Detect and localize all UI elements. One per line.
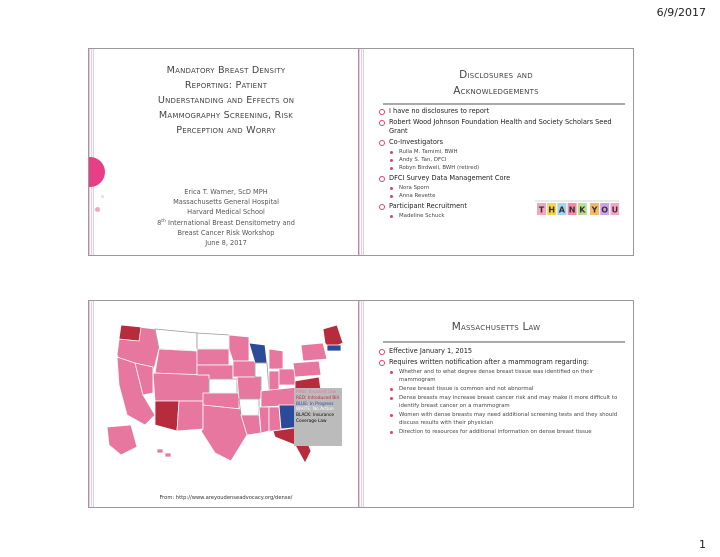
state-kansas: [209, 379, 237, 393]
sub-item: Women with dense breasts may need additional screening tests and they should discuss results with their physician: [379, 411, 627, 427]
state-south-dakota: [197, 349, 229, 365]
title-line: Mammography Screening, Risk: [158, 110, 294, 121]
state-wisconsin: [249, 343, 267, 363]
state-utah-colorado: [153, 373, 209, 401]
author-block: [89, 187, 363, 248]
ordinal-suffix: th: [161, 219, 166, 224]
title-line: Acknowledgements: [453, 85, 539, 97]
slide-title: [88, 48, 364, 256]
workshop-name: International Breast Densitometry and: [168, 219, 295, 228]
state-massachusetts: [327, 345, 341, 351]
title-line: Reporting: Patient: [184, 80, 268, 91]
title-rule: [383, 103, 625, 105]
legend-pink: PINK: Enacted Law: [296, 390, 337, 395]
title-rule: [383, 341, 625, 343]
page-number: 1: [699, 538, 706, 551]
state-montana: [155, 329, 197, 351]
sub-item: Anna Revette: [379, 192, 627, 200]
thank-you-letter: U: [611, 205, 619, 215]
legend-white: WHITE: No Action: [296, 407, 334, 413]
list-item: Co-Investigators: [379, 138, 627, 147]
sub-item: Whether and to what degree dense breast tissue was identified on their mammogram: [379, 368, 627, 384]
state-mississippi: [259, 407, 269, 433]
ordinal: 8: [157, 219, 162, 228]
slide2-title: [359, 67, 633, 99]
page-date: 6/9/2017: [656, 6, 706, 19]
title-line: Disclosures and: [459, 69, 533, 81]
slide-stripe: [89, 301, 95, 507]
list-item: Participant Recruitment: [379, 202, 627, 211]
map-source: From: http://www.areyoudenseadvocacy.org/dense/: [159, 495, 293, 501]
law-list: [379, 347, 627, 436]
sub-item: Dense breast tissue is common and not abnormal: [379, 385, 627, 393]
sub-item: Robyn Birdwell, BWH (retired): [379, 164, 627, 172]
thank-you-letter: O: [601, 205, 609, 215]
list-item: Requires written notification after a mammogram regarding:: [379, 358, 627, 367]
thank-you-letter: T: [538, 205, 545, 215]
thank-you-letter: H: [548, 205, 556, 215]
list-item: DFCI Survey Data Management Core: [379, 174, 627, 183]
thank-you-letter: K: [579, 205, 586, 215]
list-item: Effective January 1, 2015: [379, 347, 627, 356]
slide-disclosures: [358, 48, 634, 256]
slide4-title: Massachusetts Law: [451, 321, 541, 333]
state-indiana: [269, 371, 279, 391]
thank-you-letter: A: [558, 205, 566, 215]
legend-black: BLACK: Insurance Coverage Law: [296, 413, 335, 424]
state-pennsylvania: [293, 361, 321, 377]
pink-circle-decoration: [88, 157, 105, 187]
slide-map: [88, 300, 364, 508]
author-name: Erica T. Warner, ScD MPH: [184, 188, 268, 196]
state-north-dakota: [197, 333, 229, 349]
presentation-date: June 8, 2017: [205, 239, 247, 248]
state-alaska: [107, 425, 137, 455]
state-texas: [201, 405, 247, 461]
sub-item: Rulla M. Tamimi, BWH: [379, 148, 627, 156]
sub-item: Madeline Schuck: [379, 212, 627, 220]
sub-item: Dense breasts may increase breast cancer risk and may make it more difficult to identify breast cancer on a mammogram: [379, 394, 627, 410]
list-item: Robert Wood Johnson Foundation Health and Society Scholars Seed Grant: [379, 118, 627, 136]
state-hawaii: [157, 449, 171, 457]
sub-item: Andy S. Tan, DFCI: [379, 156, 627, 164]
state-iowa: [233, 361, 255, 377]
state-arkansas: [239, 399, 259, 415]
title-line: Perception and Worry: [176, 125, 276, 136]
workshop-line: [89, 217, 363, 228]
state-missouri: [237, 377, 261, 399]
workshop-name: Breast Cancer Risk Workshop: [177, 229, 275, 238]
state-washington: [119, 325, 141, 341]
slide1-title: [89, 63, 363, 138]
title-line: Mandatory Breast Density: [166, 65, 286, 76]
state-michigan: [269, 349, 283, 369]
legend-red: RED: Introduced Bill: [296, 395, 339, 401]
state-idaho-wyoming: [155, 349, 197, 375]
author-affiliation: Massachusetts General Hospital: [173, 198, 279, 206]
sub-item: Nora Sporn: [379, 184, 627, 192]
list-item: I have no disclosures to report: [379, 107, 627, 116]
thank-you-letter: N: [568, 205, 576, 215]
title-line: Understanding and Effects on: [157, 95, 295, 106]
state-new-mexico: [177, 401, 203, 431]
slide-massachusetts-law: [358, 300, 634, 508]
state-new-york: [301, 343, 327, 361]
author-affiliation: Harvard Medical School: [187, 208, 265, 216]
thank-you-letter: Y: [591, 205, 598, 215]
sub-item: Direction to resources for additional information on dense breast tissue: [379, 428, 627, 436]
state-ohio: [279, 369, 295, 385]
thank-you-image: [535, 195, 619, 229]
map-legend: [294, 388, 342, 446]
state-minnesota: [229, 335, 249, 361]
legend-blue: BLUE: In Progress: [296, 401, 334, 407]
state-arizona: [155, 401, 179, 431]
